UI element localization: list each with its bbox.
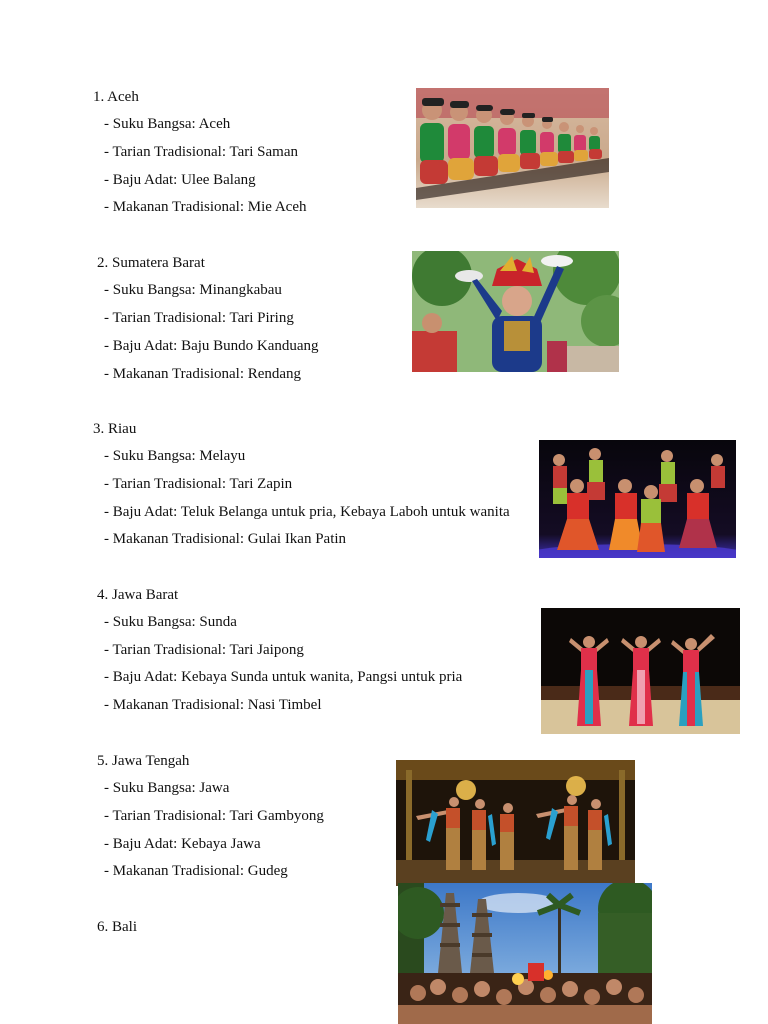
piring-dancer-photo [412,251,619,372]
zapin-dancers-photo [539,440,736,558]
kecak-temple-photo [398,883,652,1024]
province-heading-aceh: 1. Aceh [93,89,139,105]
detail-suku-bangsa: - Suku Bangsa: Jawa [104,780,230,796]
detail-makanan: - Makanan Tradisional: Mie Aceh [104,199,307,215]
detail-tarian: - Tarian Tradisional: Tari Saman [104,144,298,160]
detail-tarian: - Tarian Tradisional: Tari Zapin [104,476,293,492]
detail-baju-adat: - Baju Adat: Kebaya Jawa [104,836,261,852]
saman-dancers-photo [416,88,609,208]
detail-suku-bangsa: - Suku Bangsa: Sunda [104,614,237,630]
province-heading-bali: 6. Bali [97,919,137,935]
detail-baju-adat: - Baju Adat: Baju Bundo Kanduang [104,338,319,354]
detail-tarian: - Tarian Tradisional: Tari Piring [104,310,294,326]
detail-suku-bangsa: - Suku Bangsa: Minangkabau [104,282,282,298]
detail-baju-adat: - Baju Adat: Teluk Belanga untuk pria, Kebaya Laboh untuk wanita [104,504,510,520]
detail-baju-adat: - Baju Adat: Ulee Balang [104,172,256,188]
detail-suku-bangsa: - Suku Bangsa: Melayu [104,448,246,464]
province-heading-jawa-tengah: 5. Jawa Tengah [97,753,190,769]
detail-tarian: - Tarian Tradisional: Tari Gambyong [104,808,324,824]
detail-suku-bangsa: - Suku Bangsa: Aceh [104,116,231,132]
detail-makanan: - Makanan Tradisional: Gulai Ikan Patin [104,531,347,547]
province-heading-jawa-barat: 4. Jawa Barat [97,587,179,603]
gambyong-dancers-photo [396,760,635,886]
province-heading-riau: 3. Riau [93,421,137,437]
detail-makanan: - Makanan Tradisional: Rendang [104,366,302,382]
detail-tarian: - Tarian Tradisional: Tari Jaipong [104,642,304,658]
detail-baju-adat: - Baju Adat: Kebaya Sunda untuk wanita, Pangsi untuk pria [104,669,463,685]
detail-makanan: - Makanan Tradisional: Nasi Timbel [104,697,322,713]
jaipong-dancers-photo [541,608,740,734]
province-heading-sumatera-barat: 2. Sumatera Barat [97,255,205,271]
detail-makanan: - Makanan Tradisional: Gudeg [104,863,288,879]
